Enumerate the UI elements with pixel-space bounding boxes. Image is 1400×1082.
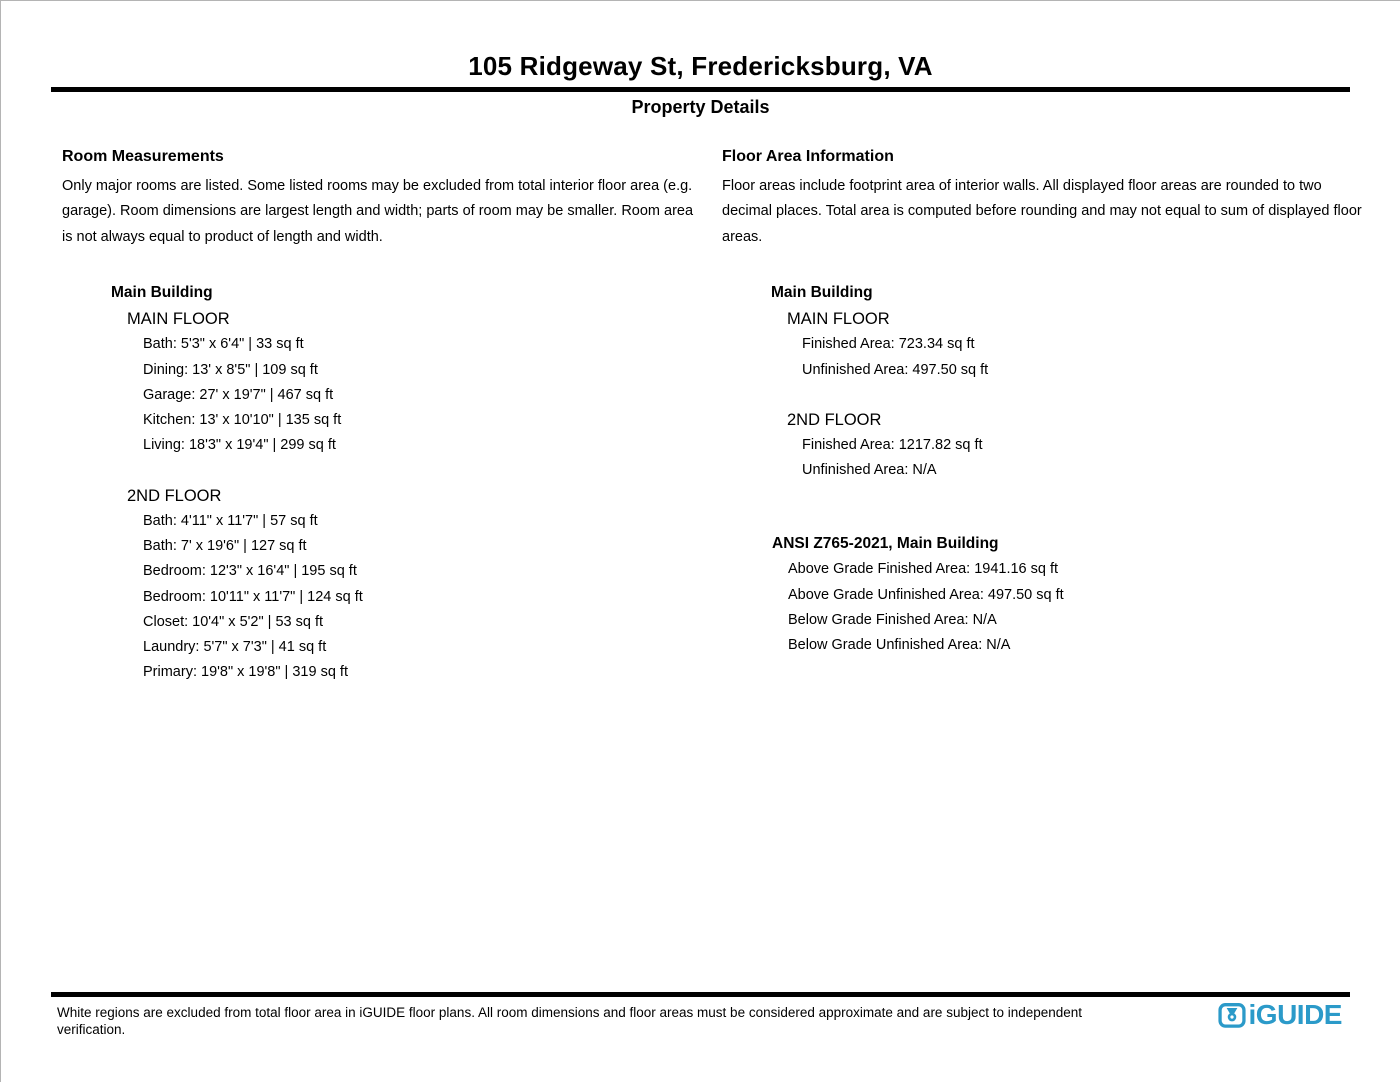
ansi-heading: ANSI Z765-2021, Main Building	[772, 535, 999, 553]
ansi-area-group	[722, 531, 1362, 658]
room-measurement-item: Primary: 19'8" x 19'8" | 319 sq ft	[143, 664, 348, 681]
floor-area-item: Unfinished Area: 497.50 sq ft	[802, 361, 989, 378]
area-group-2nd-floor	[722, 407, 1362, 484]
floor-area-description: Floor areas include footprint area of interior walls. All displayed floor areas are rounded to two decimal places. Total area is computed before rounding and may not equal to sum of displayed floor areas.	[722, 178, 1362, 245]
room-measurement-item: Living: 18'3" x 19'4" | 299 sq ft	[143, 437, 336, 454]
floor-area-item: Finished Area: 1217.82 sq ft	[802, 436, 983, 453]
building-name: Main Building	[111, 284, 213, 302]
ansi-area-item: Above Grade Finished Area: 1941.16 sq ft	[788, 561, 1059, 578]
room-measurement-item: Dining: 13' x 8'5" | 109 sq ft	[143, 361, 318, 378]
page-subtitle: Property Details	[631, 97, 770, 117]
room-measurement-item: Garage: 27' x 19'7" | 467 sq ft	[143, 386, 334, 403]
room-measurements-heading: Room Measurements	[62, 148, 224, 165]
ansi-area-list	[722, 557, 1362, 658]
building-name: Main Building	[771, 284, 873, 302]
room-list	[62, 332, 702, 458]
room-measurements-description: Only major rooms are listed. Some listed rooms may be excluded from total interior floor area (e.g. garage). Room dimensions are largest length and width; parts of room may be smaller. Room area is not always equal to product of length and width.	[62, 178, 694, 245]
room-measurement-item: Bath: 4'11" x 11'7" | 57 sq ft	[143, 512, 318, 529]
floor-name: 2ND FLOOR	[787, 410, 882, 429]
room-measurement-item: Bedroom: 12'3" x 16'4" | 195 sq ft	[143, 563, 357, 580]
area-list	[722, 332, 1362, 383]
room-measurement-item: Bath: 7' x 19'6" | 127 sq ft	[143, 538, 307, 554]
floor-area-item: Finished Area: 723.34 sq ft	[802, 336, 975, 353]
room-measurement-item: Laundry: 5'7" x 7'3" | 41 sq ft	[143, 639, 327, 656]
floor-area-heading: Floor Area Information	[722, 148, 894, 165]
floor-group-2nd-floor	[62, 483, 702, 686]
ansi-area-item: Below Grade Unfinished Area: N/A	[788, 637, 1011, 654]
iguide-camera-icon	[1218, 1001, 1246, 1029]
ansi-area-item: Below Grade Finished Area: N/A	[788, 612, 997, 628]
room-list	[62, 509, 702, 686]
iguide-logo	[1218, 1000, 1342, 1030]
page-title: 105 Ridgeway St, Fredericksburg, VA	[468, 51, 933, 81]
ansi-area-item: Above Grade Unfinished Area: 497.50 sq ft	[788, 586, 1064, 603]
footer-disclaimer: White regions are excluded from total floor area in iGUIDE floor plans. All room dimensions and floor areas must be considered approximate and are subject to independent verification.	[57, 1005, 1083, 1037]
footer-divider-rule	[51, 992, 1350, 997]
room-measurement-item: Closet: 10'4" x 5'2" | 53 sq ft	[143, 613, 323, 630]
floor-name: 2ND FLOOR	[127, 486, 222, 505]
area-group-main-floor	[722, 306, 1362, 383]
floor-name: MAIN FLOOR	[127, 310, 230, 329]
room-measurements-section	[62, 147, 702, 686]
floor-area-section	[722, 147, 1362, 659]
room-measurement-item: Bath: 5'3" x 6'4" | 33 sq ft	[143, 336, 304, 353]
room-measurement-item: Bedroom: 10'11" x 11'7" | 124 sq ft	[143, 588, 363, 605]
floor-area-item: Unfinished Area: N/A	[802, 462, 937, 479]
floor-area-building-block	[722, 280, 1362, 658]
iguide-logo-text: iGUIDE	[1248, 999, 1342, 1030]
area-list	[722, 433, 1362, 484]
title-divider-rule	[51, 87, 1350, 92]
floor-group-main-floor	[62, 306, 702, 458]
room-measurement-item: Kitchen: 13' x 10'10" | 135 sq ft	[143, 412, 342, 429]
floor-name: MAIN FLOOR	[787, 310, 890, 329]
room-measurements-building-block	[62, 280, 702, 686]
